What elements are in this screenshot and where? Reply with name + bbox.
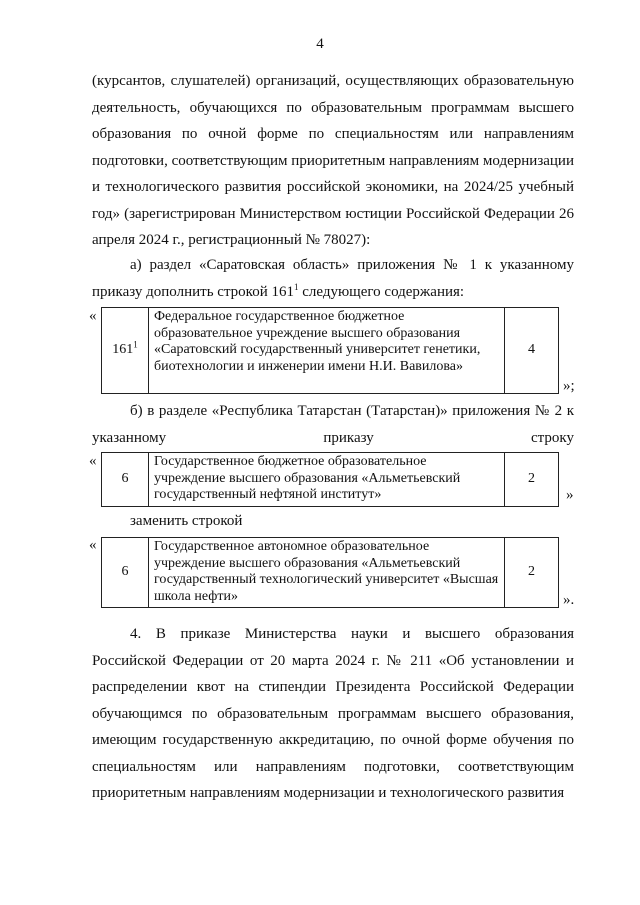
item-a-text-end: следующего содержания: <box>298 283 465 300</box>
paragraph-item-4: 4. В приказе Министерства науки и высшего образования Российской Федерации от 20 марта 2024 г. № 211 «Об установлении и распределении квот на стипендии Президента Российской Федерации обучающимся по образовательным программам высшего образования, имеющим государственную аккредитацию, по очной форме обучения по специальностям или направлениям подготовки, соответствующим приоритетным направлениям модернизации и технологического развития <box>92 626 574 801</box>
table3-close-quote: ». <box>563 592 575 608</box>
paragraph-item-b: б) в разделе «Республика Татарстан (Татарстан)» приложения № 2 к указанному приказу строку <box>92 403 574 446</box>
item-a-superscript: 1 <box>293 281 299 292</box>
paragraph-continuation: (курсантов, слушателей) организаций, осуществляющих образовательную деятельность, обучающихся по образовательным программам высшего образования по очной форме по специальностям или направлениям подготовки, соответствующим приоритетным направлениям модернизации и технологического развития российской экономики, на 2024/25 учебный год» (зарегистрирован Министерством юстиции Российской Федерации 26 апреля 2024 г., регистрационный № 78027): <box>92 73 574 248</box>
table3-institution-name: Государственное автономное образовательное учреждение высшего образования «Альметьевский государственный технологический университет «Высшая школа нефти» <box>149 538 505 608</box>
table2-row-number: 6 <box>102 453 149 507</box>
page-number: 4 <box>316 36 324 52</box>
table3-row-number: 6 <box>102 538 149 608</box>
table1-row-number: $161^1$ <box>102 308 149 394</box>
table1-close-quote: »; <box>563 378 575 394</box>
table3-row <box>101 537 559 608</box>
table2-row <box>101 452 559 507</box>
table1-row <box>101 307 559 394</box>
table2-institution-name: Государственное бюджетное образовательное учреждение высшего образования «Альметьевский государственный нефтяной институт» <box>149 453 505 507</box>
table1-open-quote: « <box>89 308 97 324</box>
paragraph-item-a <box>92 252 574 305</box>
replace-label: заменить строкой <box>130 513 243 529</box>
table2-open-quote: « <box>89 453 97 469</box>
table3-open-quote: « <box>89 537 97 553</box>
table1-institution-name: Федеральное государственное бюджетное образовательное учреждение высшего образования «Саратовский государственный университет генетики, биотехнологии и инженерии имени Н.И. Вавилова» <box>149 308 505 394</box>
item-a-text: а) раздел «Саратовская область» приложения № 1 к указанному приказу дополнить строкой 161 <box>92 257 574 300</box>
table3-quota: 2 <box>505 538 559 608</box>
table2-close-quote: » <box>566 487 574 503</box>
table1-quota: 4 <box>505 308 559 394</box>
table2-quota: 2 <box>505 453 559 507</box>
